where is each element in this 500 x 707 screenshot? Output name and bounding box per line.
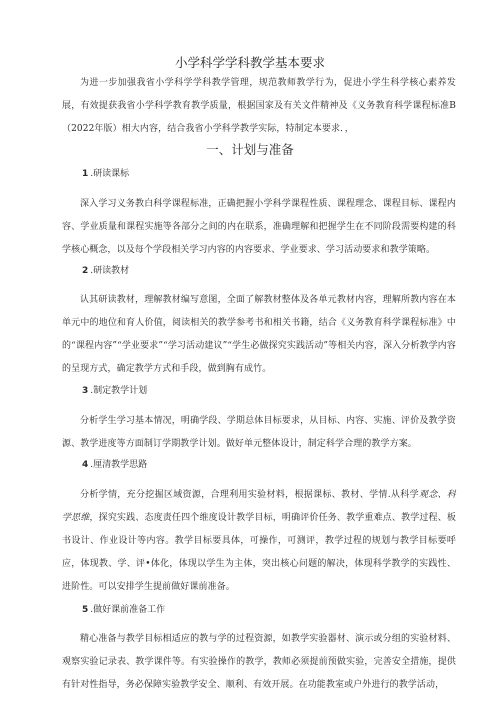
- intro-paragraph: 为进一步加强我省小学科学学科教学管理，规范教师教学行为，促进小学生科学核心素养发展，有效提获我省小学科学教育教学质量，根据国家及有关文件精神及《义务教育科学课程标准B（2022年版）相大内容，结合我省小学科学教学实际，特制定本要求．，: [62, 78, 456, 134]
- item-number: 3: [82, 386, 89, 396]
- item-heading: [82, 263, 129, 276]
- item-number: 4: [82, 460, 89, 470]
- item-heading-text: .研读教材: [90, 266, 130, 276]
- item-body: 认其研读教材，理解教材编写意图，全面了解教材整体及各单元教材内容，理解所教内容在本单元中的地位和育人价值，阅读相关的教学参考书和相关书籍，结合《义务教育科学课程标准》中的“课程内容”“学业要求”“学习活动建议”“学生必做探究实践活动”等相关内容，深入分析教学内容的呈现方式，确定教学方式和手段，做到胸有成竹。: [62, 295, 456, 374]
- item-heading-text: .厘清教学思路: [90, 460, 148, 470]
- item-heading: [82, 383, 147, 396]
- item-heading-text: .研读课标: [90, 169, 130, 179]
- item-body-text: ，探究实践、态度责任四个维度设计教学目标，明确评价任务、教学重难点、教学过程、板书设计、作业设计等内容。教学目标要具体，可操作，可测评，教学过程的规划与教学目标要呼应，体现教、学、评•体化，体现以学生为主体，突出核心问题的解决，体现科学教学的实践性、进阶性。可以安排学生提前做好课前准备。: [62, 513, 456, 592]
- item-body-emphasis: 观念、科学思维: [62, 490, 456, 523]
- document-title: 小学科学学科教学基本要求: [174, 55, 325, 70]
- item-body: 分析学生学习基本情况，明确学段、学期总体目标要求，从目标、内容、实施、评价及教学资源、教学进度等方面制订学期教学计划。做好单元整体设计，制定科学合理的教学方案。: [62, 416, 456, 449]
- item-heading: [82, 457, 147, 470]
- section-heading: 一、计划与准备: [206, 142, 294, 157]
- item-body: 深入学习义务教白科学课程标准，正确把握小学科学课程性质、课程理念、课程目标、课程内容、学业质量和课程实施等各部分之间的内在联系，准确理解和把握学生在不同阶段需要构建的科学核心概念，以及每个学段相关学习内容的内容要求、学业要求、学习活动要求和教学策略。: [62, 199, 456, 255]
- item-number: 1: [82, 169, 89, 179]
- item-heading: [82, 166, 129, 179]
- item-body-text: 分析学情，充分挖掘区域资源，合理利用实验材料，根据课标、教材、学情.从科学: [80, 490, 419, 500]
- item-body: 精心准备与教学目标相适应的教与学的过程资源，如教学实验器材、演示或分组的实验材料、观察实验记录表、教学课件等。有实验操作的教学，教师必须提前预做实验，完善安全措施，提供有针对性指导，务必保障实验教学安全、顺利、有效开展。在功能教室或户外进行的教学活动，: [62, 634, 456, 690]
- item-heading-text: .制定教学计划: [90, 386, 148, 396]
- item-heading-text: .做好课前准备工作: [90, 605, 166, 615]
- item-body: [62, 484, 456, 599]
- item-number: 5: [82, 605, 89, 615]
- item-heading: [82, 602, 165, 615]
- item-number: 2: [82, 266, 89, 276]
